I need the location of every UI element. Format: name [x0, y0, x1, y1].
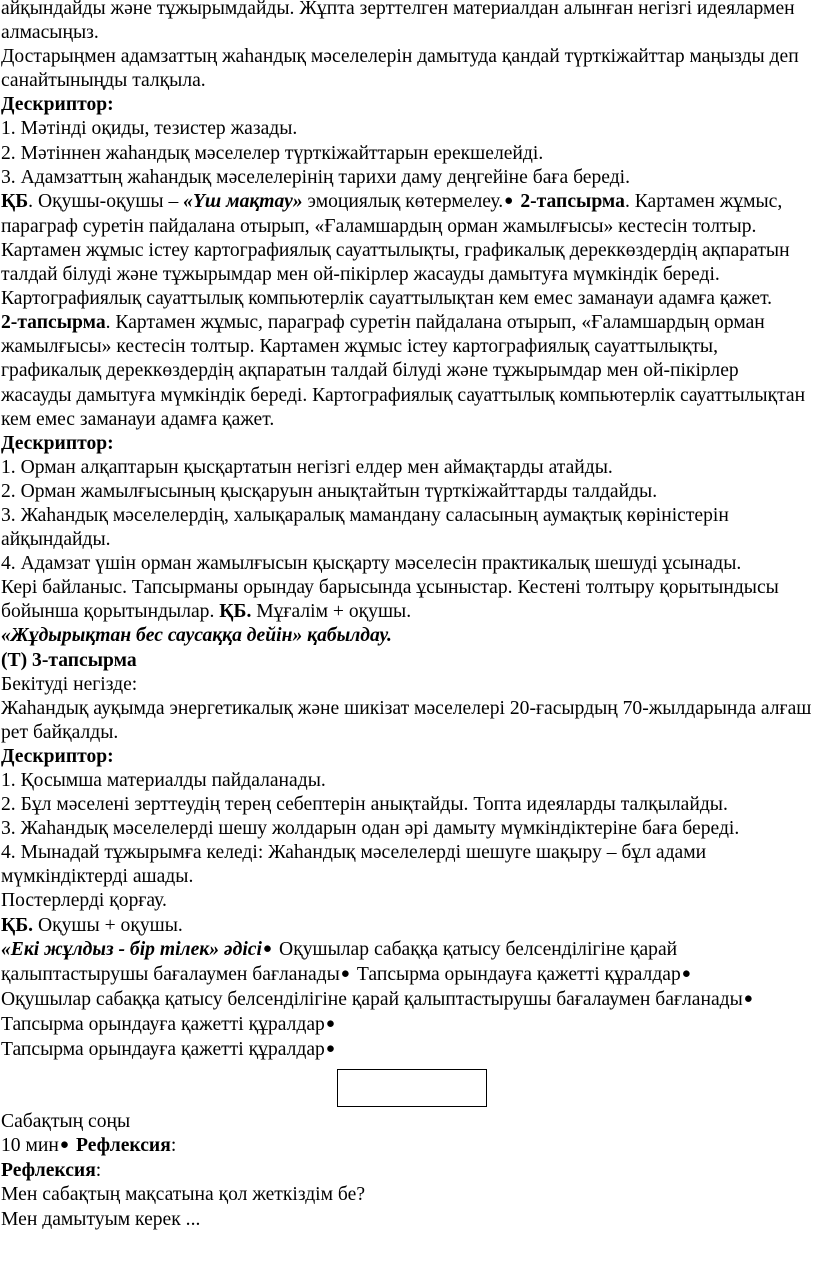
reflection-label: Рефлексия: [1, 1160, 96, 1182]
pupil-pupil-text: Оқушы + оқушы.: [33, 914, 183, 936]
qb-label: ҚБ.: [219, 601, 252, 623]
two-stars-paragraph: [1, 938, 813, 988]
feedback-paragraph: [1, 576, 813, 624]
reflection-label: Рефлексия: [76, 1135, 171, 1157]
descriptor-heading: Дескриптор:: [1, 745, 114, 767]
bullet-icon: ●: [262, 939, 273, 957]
descriptor-item: 2. Мәтіннен жаһандық мәселелер түрткіжайттарын ерекшелейді.: [1, 142, 544, 164]
minutes-text: 10 мин: [1, 1135, 59, 1157]
task2-paragraph: [1, 311, 813, 431]
assessment-three-praises: [1, 190, 813, 311]
descriptor-heading: Дескриптор:: [1, 432, 114, 454]
reflection-time-line: [1, 1134, 813, 1159]
empty-box: [337, 1069, 487, 1107]
bullet-icon: ●: [681, 964, 692, 982]
method-fist-to-five: «Жұдырықтан бес саусаққа дейін» қабылдау.: [1, 625, 392, 647]
descriptor-item: 3. Жаһандық мәселелердің, халықаралық мамандану саласының аумақтық көріністерін айқындайды.: [1, 504, 729, 551]
task3-label: (Т) 3-тапсырма: [1, 649, 137, 671]
bullet-icon: ●: [340, 964, 351, 982]
qb-label: ҚБ.: [1, 914, 34, 936]
task2-text: . Картамен жұмыс, параграф суретін пайдалана отырып, «Ғаламшардың орман жамылғысы» кестесін толтыр. Картамен жұмыс істеу картографиялық сауаттылықты, графикалық дереккөздердің ақпаратын талдай білуді және тұжырымдар мен ой-пікірлер жасауды дамытуға мүмкіндік береді. Картографиялық сауаттылық компьютерлік сауаттылықтан кем емес заманауи адамға қажет.: [1, 312, 806, 430]
feedback-text: Кері байланыс. Тапсырманы орындау барысында ұсыныстар. Кестені толтыру қорытындысы бойынша қорытындылар.: [1, 577, 779, 623]
task2-text: . Картамен жұмыс, параграф суретін пайдалана отырып, «Ғаламшардың орман жамылғысы» кестесін толтыр. Картамен жұмыс істеу картографиялық сауаттылықты, графикалық дереккөздердің ақпаратын талдай білуді және тұжырымдар мен ой-пікірлер жасауды дамытуға мүмкіндік береді. Картографиялық сауаттылық компьютерлік сауаттылықтан кем емес заманауи адамға қажет.: [1, 190, 790, 310]
descriptor-item: 1. Мәтінді оқиды, тезистер жазады.: [1, 118, 298, 140]
basis-label: Бекітуді негізде:: [1, 673, 138, 695]
tools-text: Тапсырма орындауға қажетті құралдар: [352, 963, 681, 985]
bullet-icon: ●: [325, 1014, 336, 1032]
method-two-stars: «Екі жұлдыз - бір тілек» әдісі: [1, 938, 262, 960]
descriptor-item: 2. Бұл мәселені зерттеудің терең себептерін анықтайды. Топта идеяларды талқылайды.: [1, 794, 728, 816]
empty-box-row: [1, 1063, 813, 1110]
task2-label: 2-тапсырма: [1, 312, 106, 334]
paragraph-exchange-ideas: айқындайды және тұжырымдайды. Жұпта зерттелген материалдан алынған негізгі идеялармен алмасыңыз.: [1, 0, 795, 44]
document-body: [1, 0, 813, 1232]
descriptor-item: 3. Адамзаттың жаһандық мәселелерінің тарихи даму деңгейіне баға береді.: [1, 166, 631, 188]
formative-text: Оқушылар сабаққа қатысу белсенділігіне қарай қалыптастырушы бағалаумен бағланады: [1, 938, 678, 985]
bullet-icon: ●: [325, 1040, 336, 1058]
paragraph-discuss: Достарыңмен адамзаттың жаһандық мәселелерін дамытуда қандай түрткіжайттар маңызды деп санайтыныңды талқыла.: [1, 46, 799, 92]
qb-label: ҚБ: [1, 190, 29, 212]
pupil-pupil-paragraph: [1, 914, 813, 938]
posters-text: Постерлерді қорғау.: [1, 890, 167, 912]
task2-label: 2-тапсырма: [520, 190, 625, 212]
descriptor-item: 3. Жаһандық мәселелерді шешу жолдарын одан әрі дамыту мүмкіндіктеріне баға береді.: [1, 818, 740, 840]
tools-line: Тапсырма орындауға қажетті құралдар: [1, 1039, 325, 1061]
tools-paragraph: [1, 1038, 813, 1063]
bullet-icon: ●: [504, 191, 514, 209]
tools-text: Тапсырма орындауға қажетті құралдар: [1, 1013, 325, 1035]
formative-line: Оқушылар сабаққа қатысу белсенділігіне қарай қалыптастырушы бағалаумен бағланады: [1, 988, 743, 1010]
task3-text: Жаһандық ауқымда энергетикалық және шикізат мәселелері 20-ғасырдың 70-жылдарында алғаш рет байқалды.: [1, 697, 812, 743]
descriptor-heading: Дескриптор:: [1, 94, 114, 116]
bullet-icon: ●: [743, 989, 754, 1007]
teacher-pupil-text: Мұғалім + оқушы.: [251, 601, 412, 623]
lesson-end-label: Сабақтың соңы: [1, 1111, 131, 1133]
reflection-heading: [1, 1159, 813, 1183]
qb-text: . Оқушы-оқушы –: [28, 190, 184, 212]
descriptor-item: 1. Орман алқаптарын қысқартатын негізгі елдер мен аймақтарды атайды.: [1, 456, 613, 478]
method-three-praises: «Үш мақтау»: [183, 190, 303, 212]
colon: :: [95, 1160, 102, 1182]
descriptor-item: 2. Орман жамылғысының қысқаруын анықтайтын түрткіжайттарды талдайды.: [1, 480, 658, 502]
bullet-icon: ●: [59, 1136, 70, 1154]
descriptor-item: 1. Қосымша материалды пайдаланады.: [1, 770, 326, 791]
formative-paragraph: [1, 988, 813, 1038]
descriptor-item: 4. Мынадай тұжырымға келеді: Жаһандық мәселелерді шешуге шақыру – бұл адами мүмкіндіктерді ашады.: [1, 842, 707, 888]
reflection-question: Мен сабақтың мақсатына қол жеткіздім бе?: [1, 1184, 366, 1206]
colon: :: [170, 1135, 177, 1157]
descriptor-item: 4. Адамзат үшін орман жамылғысын қысқарту мәселесін практикалық шешуді ұсынады.: [1, 553, 742, 575]
reflection-question: Мен дамытуым керек ...: [1, 1208, 201, 1230]
qb-text-end: эмоциялық көтермелеу.: [302, 190, 504, 212]
